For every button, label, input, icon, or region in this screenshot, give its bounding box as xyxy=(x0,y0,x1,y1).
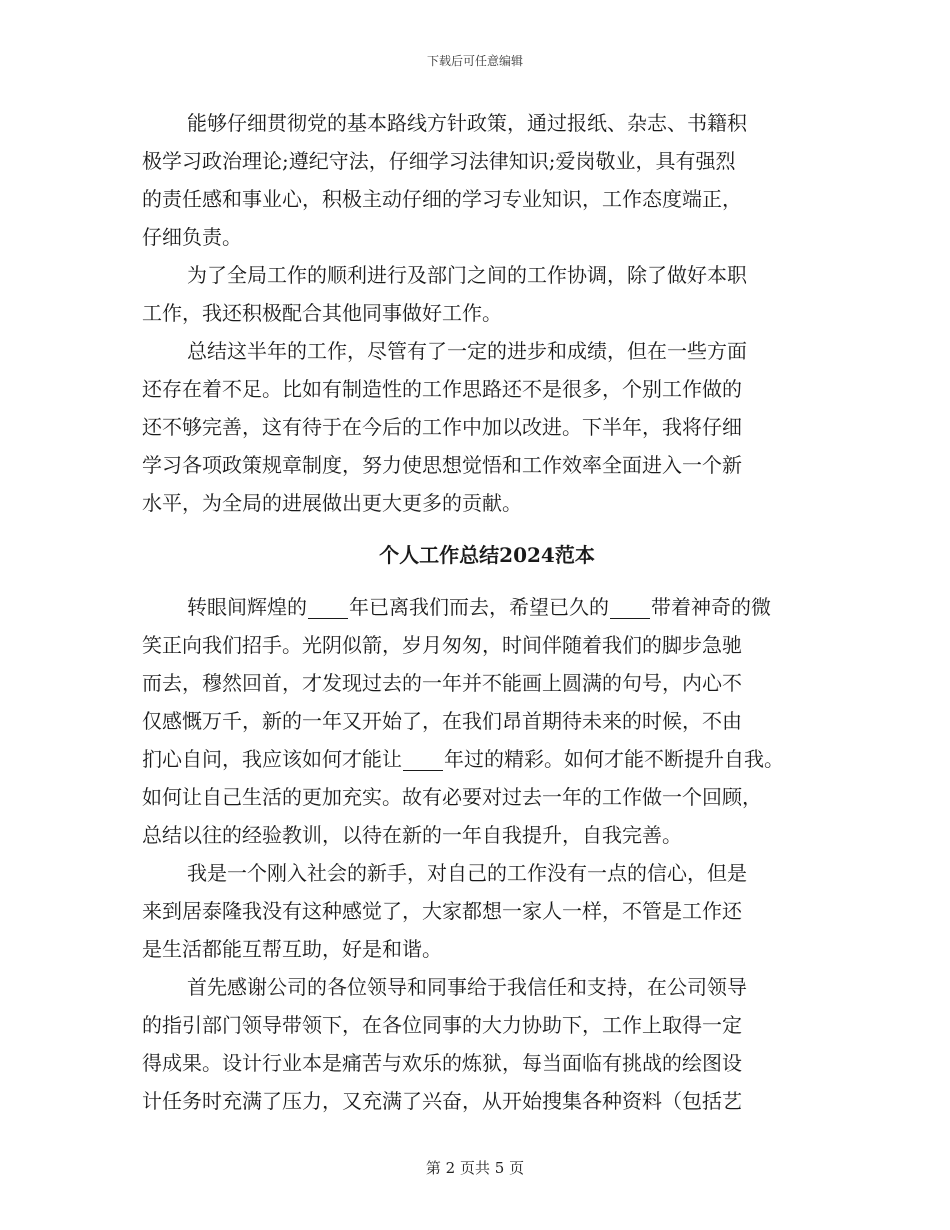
text-line: 工作，我还积极配合其他同事做好工作。 xyxy=(142,301,502,325)
text-line: 的指引部门领导带领下，在各位同事的大力协助下，工作上取得一定 xyxy=(142,1013,742,1037)
text-segment: 带着神奇的微 xyxy=(651,595,771,619)
text-line: 还不够完善，这有待于在今后的工作中加以改进。下半年，我将仔细 xyxy=(142,415,742,439)
text-line: 而去，穆然回首，才发现过去的一年并不能画上圆满的句号，内心不 xyxy=(142,671,742,695)
text-line: 的责任感和事业心，积极主动仔细的学习专业知识，工作态度端正， xyxy=(142,187,742,211)
text-segment: 转眼间辉煌的 xyxy=(187,595,307,619)
text-line: 总结这半年的工作，尽管有了一定的进步和成绩，但在一些方面 xyxy=(187,339,747,363)
text-line xyxy=(142,588,832,626)
document-body xyxy=(142,104,832,1120)
page-header: 下载后可任意编辑 xyxy=(426,54,523,68)
paragraph-2 xyxy=(142,256,832,332)
fill-blank xyxy=(308,598,348,619)
paragraph-3 xyxy=(142,332,832,522)
text-line: 水平，为全局的进展做出更大更多的贡献。 xyxy=(142,491,522,515)
paragraph-5 xyxy=(142,854,832,968)
text-segment: 年过的精彩。如何才能不断提升自我。 xyxy=(444,747,784,771)
text-line: 仔细负责。 xyxy=(142,225,242,249)
text-line: 我是一个刚入社会的新手，对自己的工作没有一点的信心，但是 xyxy=(187,861,747,885)
text-line: 如何让自己生活的更加充实。故有必要对过去一年的工作做一个回顾， xyxy=(142,785,762,809)
text-line: 还存在着不足。比如有制造性的工作思路还不是很多，个别工作做的 xyxy=(142,377,742,401)
text-line: 总结以往的经验教训，以待在新的一年自我提升，自我完善。 xyxy=(142,823,682,847)
text-line: 为了全局工作的顺利进行及部门之间的工作协调，除了做好本职 xyxy=(187,263,747,287)
paragraph-4 xyxy=(142,588,832,854)
fill-blank xyxy=(610,598,650,619)
text-line: 计任务时充满了压力，又充满了兴奋，从开始搜集各种资料（包括艺 xyxy=(142,1089,742,1113)
text-line: 极学习政治理论;遵纪守法，仔细学习法律知识;爱岗敬业，具有强烈 xyxy=(142,149,736,173)
section-title: 个人工作总结2024范本 xyxy=(379,543,595,567)
text-line: 首先感谢公司的各位领导和同事给于我信任和支持，在公司领导 xyxy=(187,975,747,999)
text-line: 来到居泰隆我没有这种感觉了，大家都想一家人一样，不管是工作还 xyxy=(142,899,742,923)
text-segment: 扪心自问，我应该如何才能让 xyxy=(142,747,402,771)
text-line: 仅感慨万千，新的一年又开始了，在我们昂首期待未来的时候，不由 xyxy=(142,709,742,733)
text-line: 是生活都能互帮互助，好是和谐。 xyxy=(142,937,442,961)
fill-blank xyxy=(403,750,443,771)
text-segment: 年已离我们而去，希望已久的 xyxy=(349,595,609,619)
paragraph-1 xyxy=(142,104,832,256)
text-line: 得成果。设计行业本是痛苦与欢乐的炼狱，每当面临有挑战的绘图设 xyxy=(142,1051,742,1075)
text-line: 笑正向我们招手。光阴似箭，岁月匆匆，时间伴随着我们的脚步急驰 xyxy=(142,633,742,657)
text-line xyxy=(142,740,832,778)
page-footer: 第 2 页共 5 页 xyxy=(425,1159,525,1177)
text-line: 能够仔细贯彻党的基本路线方针政策，通过报纸、杂志、书籍积 xyxy=(187,111,747,135)
paragraph-6 xyxy=(142,968,832,1120)
text-line: 学习各项政策规章制度，努力使思想觉悟和工作效率全面进入一个新 xyxy=(142,453,742,477)
